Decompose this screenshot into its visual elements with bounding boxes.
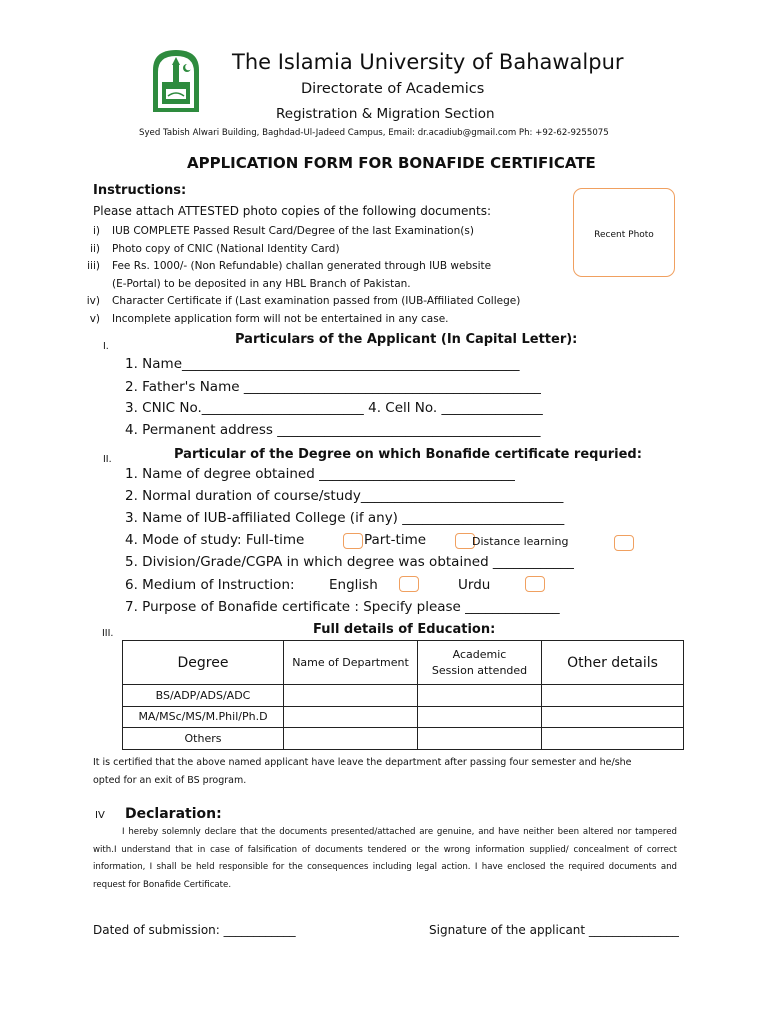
english-label: English	[329, 577, 378, 593]
table-header-row	[123, 641, 684, 685]
section-3-heading: Full details of Education:	[313, 622, 496, 637]
college-name-field[interactable]: 3. Name of IUB-affiliated College (if any) ________________________	[125, 510, 565, 526]
course-duration-field[interactable]: 2. Normal duration of course/study______________________________	[125, 488, 564, 504]
row-degree-label: MA/MSc/MS/M.Phil/Ph.D	[123, 706, 284, 728]
table-cell[interactable]	[542, 685, 684, 707]
medium-of-instruction-label: 6. Medium of Instruction:	[125, 577, 295, 593]
university-name: The Islamia University of Bahawalpur	[232, 50, 624, 74]
section-4-number: IV	[95, 810, 105, 821]
purpose-field[interactable]: 7. Purpose of Bonafide certificate : Specify please ______________	[125, 599, 560, 615]
declaration-text: I hereby solemnly declare that the documents presented/attached are genuine, and have neither been altered nor tampered with.I understand that in case of falsification of documents tendered or the wrong information supplied/ concealment of correct information, I shall be held responsible for the consequences including legal action. I have enclosed the required documents and request for Bonafide Certificate.	[93, 827, 677, 891]
table-cell[interactable]	[284, 728, 418, 750]
table-cell[interactable]	[418, 706, 542, 728]
section-3-number: III.	[102, 628, 114, 639]
urdu-label: Urdu	[458, 577, 491, 593]
cnic-cell-field[interactable]: 3. CNIC No.________________________ 4. Cell No. _______________	[125, 400, 543, 416]
col-department: Name of Department	[284, 641, 418, 685]
table-cell[interactable]	[284, 685, 418, 707]
table-cell[interactable]	[542, 728, 684, 750]
directorate-name: Directorate of Academics	[301, 81, 485, 97]
distance-learning-checkbox[interactable]	[614, 535, 634, 551]
certified-line-2: opted for an exit of BS program.	[93, 775, 247, 786]
form-title: APPLICATION FORM FOR BONAFIDE CERTIFICATE	[187, 154, 596, 172]
section-1-number: I.	[103, 341, 109, 352]
name-field[interactable]: 1. Name__________________________________________________	[125, 356, 520, 372]
list-item: ii) Photo copy of CNIC (National Identity Card)	[90, 242, 340, 255]
col-other-details: Other details	[542, 641, 684, 685]
certified-line-1: It is certified that the above named applicant have leave the department after passing four semester and he/she	[93, 757, 632, 768]
list-item: v) Incomplete application form will not be entertained in any case.	[89, 312, 449, 325]
photo-box[interactable]	[573, 188, 675, 277]
table-cell[interactable]	[418, 685, 542, 707]
education-table	[122, 640, 684, 750]
col-session-line1: Academic	[452, 647, 507, 661]
list-item: i) IUB COMPLETE Passed Result Card/Degree of the last Examination(s)	[92, 225, 474, 237]
list-item: iii) Fee Rs. 1000/- (Non Refundable) challan generated through IUB website	[87, 260, 492, 273]
english-checkbox[interactable]	[399, 576, 419, 592]
table-cell[interactable]	[542, 706, 684, 728]
list-item: iv) Character Certificate if (Last examination passed from (IUB-Affiliated College)	[86, 295, 521, 308]
table-row	[123, 728, 684, 750]
table-cell[interactable]	[418, 728, 542, 750]
declaration-heading: Declaration:	[125, 806, 222, 822]
mode-of-study-label: 4. Mode of study: Full-time	[125, 532, 305, 548]
table-row	[123, 706, 684, 728]
university-logo	[151, 48, 201, 114]
grade-cgpa-field[interactable]: 5. Division/Grade/CGPA in which degree was obtained ____________	[125, 554, 574, 570]
list-item: (E-Portal) to be deposited in any HBL Branch of Pakistan.	[112, 277, 411, 290]
section-1-heading: Particulars of the Applicant (In Capital Letter):	[235, 332, 578, 347]
table-cell[interactable]	[284, 706, 418, 728]
urdu-checkbox[interactable]	[525, 576, 545, 592]
date-of-submission-field[interactable]: Dated of submission: ____________	[93, 923, 296, 937]
row-degree-label: Others	[123, 728, 284, 750]
instructions-heading: Instructions:	[93, 183, 187, 198]
degree-name-field[interactable]: 1. Name of degree obtained _____________________________	[125, 466, 515, 482]
col-session-line2: Session attended	[431, 663, 528, 677]
section-2-number: II.	[103, 454, 112, 465]
table-row	[123, 685, 684, 707]
section-name: Registration & Migration Section	[276, 106, 495, 122]
address-line: Syed Tabish Alwari Building, Baghdad-Ul-Jadeed Campus, Email: dr.acadiub@gmail.com Ph: +92-62-9255075	[139, 128, 609, 138]
col-degree: Degree	[123, 641, 284, 685]
instructions-list	[72, 223, 572, 329]
full-time-checkbox[interactable]	[343, 533, 363, 549]
part-time-label: Part-time	[364, 532, 427, 548]
permanent-address-field[interactable]: 4. Permanent address _______________________________________	[125, 422, 541, 438]
row-degree-label: BS/ADP/ADS/ADC	[123, 685, 284, 707]
col-session	[418, 641, 542, 685]
father-name-field[interactable]: 2. Father's Name ____________________________________________	[125, 379, 541, 395]
instructions-lead: Please attach ATTESTED photo copies of the following documents:	[93, 204, 492, 218]
photo-label: Recent Photo	[594, 230, 654, 240]
distance-learning-label: Distance learning	[472, 535, 569, 548]
section-2-heading: Particular of the Degree on which Bonafide certificate requried:	[174, 447, 642, 462]
signature-field[interactable]: Signature of the applicant _______________	[429, 923, 679, 937]
